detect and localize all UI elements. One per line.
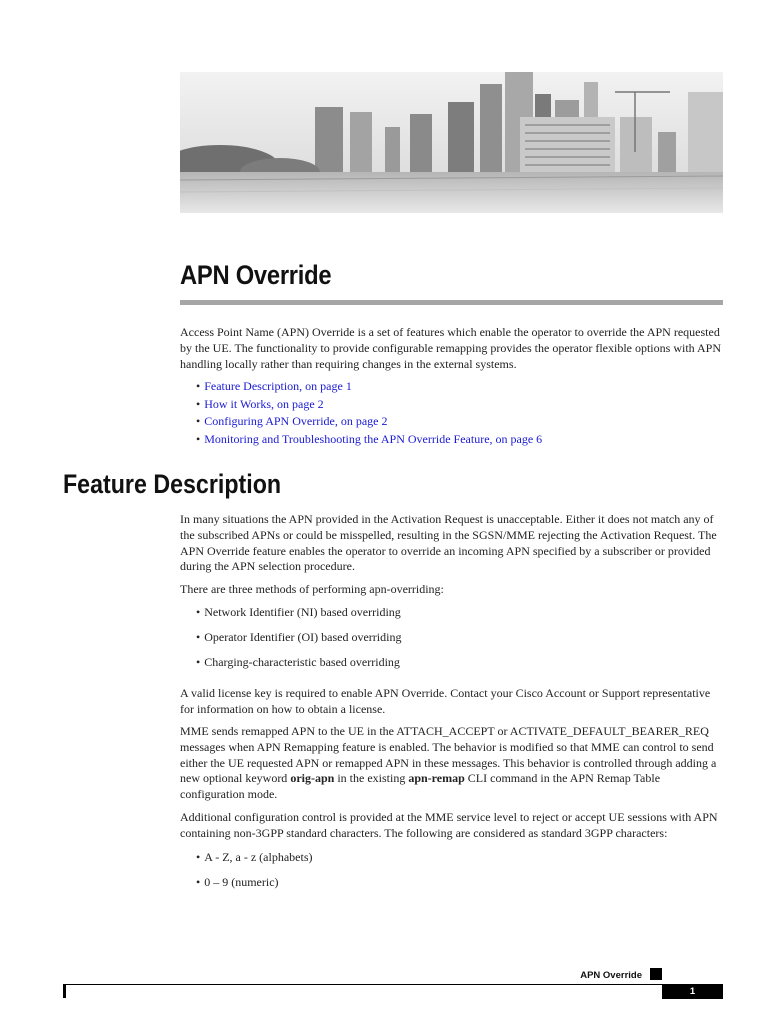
toc-item: • How it Works, on page 2 [196,396,324,411]
section-title: Feature Description [63,469,282,499]
cityscape-banner-image [180,72,723,213]
keyword-apn-remap: apn-remap [408,771,465,786]
footer-rule [63,984,723,985]
chapter-title: APN Override [180,260,332,290]
chapter-toc [196,378,542,448]
footer-tick [63,984,66,998]
toc-item: • Monitoring and Troubleshooting the APN Override Feature, on page 6 [196,431,543,446]
list-item: • A - Z, a - z (alphabets) [196,850,313,864]
feature-paragraph-1: In many situations the APN provided in the Activation Request is unacceptable. Either it does not match any of the subscribed APNs or could be misspelled, resulting in the SGSN/MME rejecting the Activation Request. The APN Override feature enables the operator to override an incoming APN specified by a subscriber or provided during the APN selection procedure. [180,512,717,574]
toc-link-configuring[interactable]: Configuring APN Override, on page 2 [204,414,388,429]
page-number: 1 [662,984,723,999]
license-paragraph: A valid license key is required to enable APN Override. Contact your Cisco Account or Support representative for information on how to obtain a license. [180,686,711,716]
toc-item: • Feature Description, on page 1 [196,379,352,393]
toc-link-monitoring[interactable]: Monitoring and Troubleshooting the APN Override Feature, on page 6 [204,431,543,446]
characters-paragraph: Additional configuration control is provided at the MME service level to reject or accept UE sessions with APN containing non-3GPP standard characters. The following are considered as standard 3GPP characters: [180,810,718,840]
list-item: • Charging-characteristic based overriding [196,655,400,669]
remap-paragraph: MME sends remapped APN to the UE in the ATTACH_ACCEPT or ACTIVATE_DEFAULT_BEARER_REQ messages when APN Remapping feature is enabled. The behavior is modified so that MME can control to send either the UE requested APN or remapped APN in these messages. This behavior is controlled through adding a new optional keyword orig-apn in the existing apn-remap CLI command in the APN Remap Table configuration mode. [180,724,717,802]
intro-paragraph: Access Point Name (APN) Override is a set of features which enable the operator to override the APN requested by the UE. The functionality to provide configurable remapping provides the operator flexible options with APN handling locally rather than requiring changes in the external systems. [180,325,721,371]
list-item: • 0 – 9 (numeric) [196,875,279,889]
list-item: • Operator Identifier (OI) based overriding [196,630,402,644]
title-rule [180,300,723,305]
list-item: • Network Identifier (NI) based overriding [196,605,401,619]
feature-paragraph-2: There are three methods of performing apn-overriding: [180,582,444,596]
toc-item: • Configuring APN Override, on page 2 [196,414,388,429]
footer-marker [650,968,662,980]
standard-characters-list [196,850,313,900]
toc-link-feature-description[interactable]: Feature Description, on page 1 [204,379,352,393]
keyword-orig-apn: orig-apn [290,771,335,786]
footer-chapter-label: APN Override [580,970,642,981]
override-methods-list [196,605,401,680]
toc-link-how-it-works[interactable]: How it Works, on page 2 [204,396,324,411]
